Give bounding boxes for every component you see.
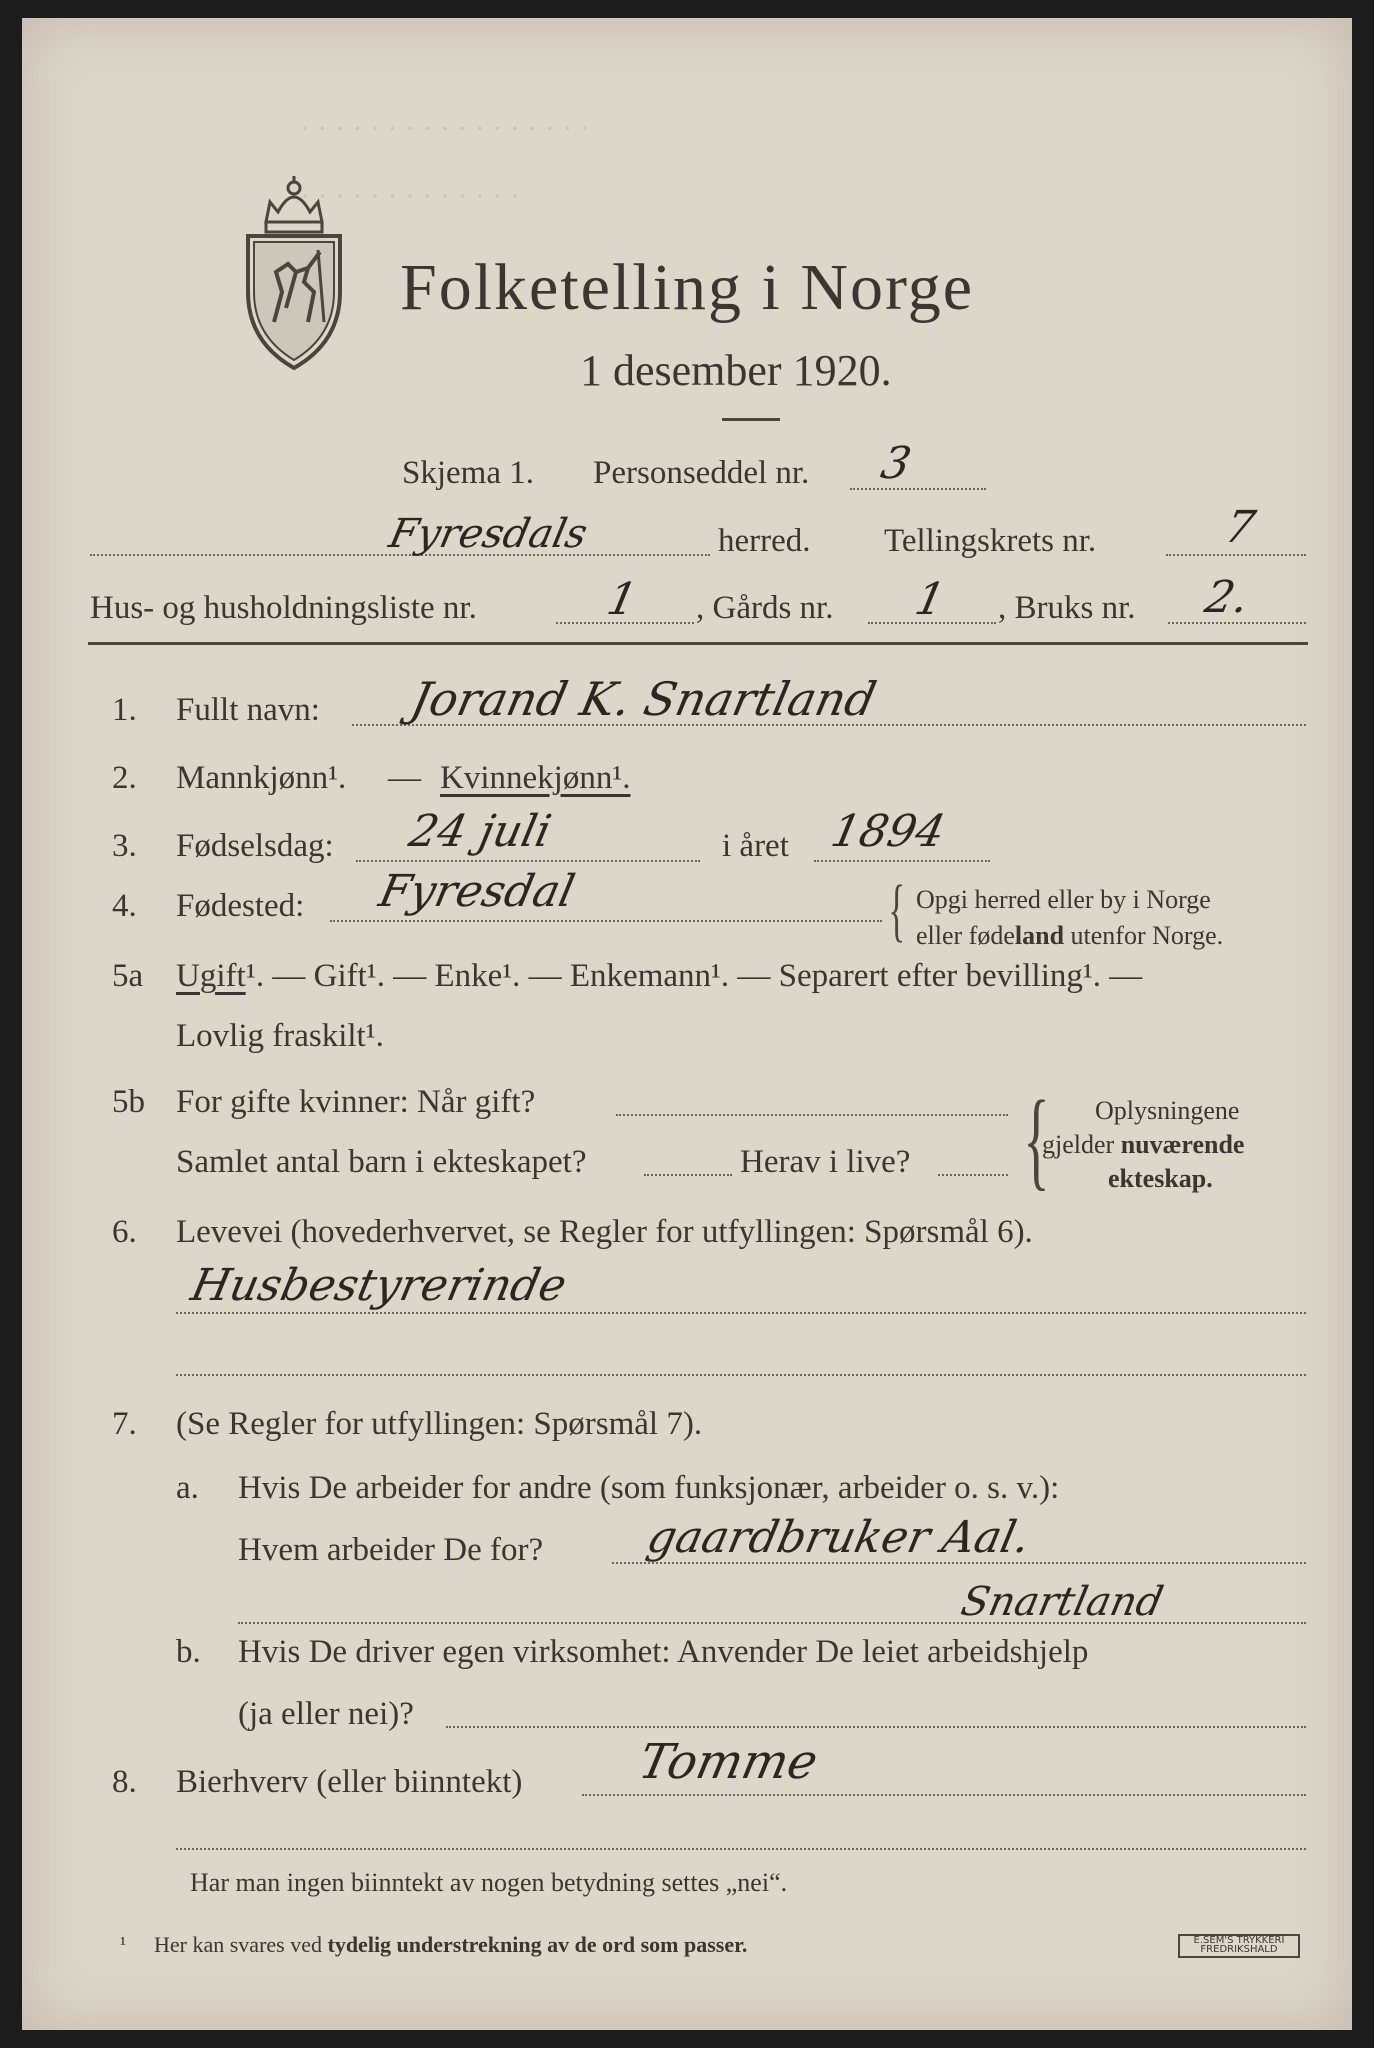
- q2-dash: —: [388, 760, 421, 796]
- children-alive-label: Herav i live?: [740, 1144, 911, 1180]
- q2-number: 2.: [112, 760, 137, 796]
- q8-number: 8.: [112, 1764, 137, 1800]
- birthday-value: 24 juli: [404, 806, 556, 857]
- q6-label: Levevei (hovederhvervet, se Regler for utfyllingen: Spørsmål 6).: [176, 1214, 1033, 1250]
- birth-year-value: 1894: [826, 806, 950, 857]
- bruks-label: , Bruks nr.: [998, 590, 1136, 626]
- q6-number: 6.: [112, 1214, 137, 1250]
- children-count-field[interactable]: [644, 1174, 732, 1176]
- q5b-note-brace: {: [1023, 1078, 1050, 1200]
- q7b-number: b.: [176, 1634, 201, 1670]
- side-income-field-line1[interactable]: [582, 1794, 1306, 1796]
- q4-note-line1: Opgi herred eller by i Norge: [916, 885, 1211, 914]
- tellingskrets-field[interactable]: [1166, 554, 1306, 556]
- birthplace-value: Fyresdal: [374, 866, 580, 917]
- employer-value-line2: Snartland: [957, 1579, 1168, 1625]
- footnote-marker: ¹: [120, 1933, 126, 1955]
- q7b-line2: (ja eller nei)?: [238, 1696, 414, 1732]
- male-option[interactable]: Mannkjønn¹.: [176, 760, 347, 796]
- herred-value: Fyresdals: [385, 511, 592, 557]
- birthplace-field[interactable]: [330, 920, 882, 922]
- q5b-number: 5b: [112, 1084, 145, 1120]
- q8-label: Bierhverv (eller biinntekt): [176, 1764, 523, 1800]
- no-income-note: Har man ingen biinntekt av nogen betydning settes „nei“.: [190, 1868, 788, 1897]
- children-alive-field[interactable]: [938, 1174, 1008, 1176]
- birthday-field[interactable]: [356, 860, 700, 862]
- header-rule: [88, 642, 1308, 645]
- tellingskrets-label: Tellingskrets nr.: [884, 523, 1097, 559]
- occupation-field-line1[interactable]: [176, 1312, 1306, 1314]
- q7a-line1: Hvis De arbeider for andre (som funksjonær, arbeider o. s. v.):: [238, 1470, 1060, 1506]
- page-title: Folketelling i Norge: [400, 251, 975, 324]
- q7a-line2: Hvem arbeider De for?: [238, 1532, 544, 1568]
- q7b-line1: Hvis De driver egen virksomhet: Anvender De leiet arbeidshjelp: [238, 1634, 1089, 1670]
- q7-number: 7.: [112, 1406, 137, 1442]
- q4-note-line2: eller fødeland utenfor Norge.: [916, 921, 1224, 950]
- tellingskrets-value: 7: [1220, 502, 1260, 553]
- hus-value: 1: [602, 574, 642, 625]
- q5b-note-line3: ekteskap.: [1108, 1164, 1213, 1193]
- side-income-value: Tomme: [634, 1734, 823, 1790]
- divorced-option[interactable]: Lovlig fraskilt¹.: [176, 1018, 384, 1054]
- herred-label: herred.: [718, 523, 811, 559]
- q5a-number: 5a: [112, 958, 144, 994]
- hus-label: Hus- og husholdningsliste nr.: [90, 590, 477, 626]
- skjema-label: Skjema 1.: [402, 455, 534, 491]
- personseddel-field[interactable]: [850, 488, 986, 490]
- occupation-field-line2[interactable]: [176, 1374, 1306, 1376]
- q4-number: 4.: [112, 888, 137, 924]
- side-income-field-line2[interactable]: [176, 1848, 1306, 1850]
- q1-label: Fullt navn:: [176, 692, 320, 728]
- q5b-note-line1: Oplysningene: [1095, 1096, 1240, 1125]
- page-subtitle: 1 desember 1920.: [580, 346, 892, 395]
- full-name-value: Jorand K. Snartland: [406, 672, 881, 726]
- printer-stamp: E.SEM'S TRYKKERI FREDRIKSHALD: [1178, 1934, 1300, 1958]
- year-label: i året: [722, 828, 789, 864]
- q4-label: Fødested:: [176, 888, 305, 924]
- q1-number: 1.: [112, 692, 137, 728]
- unmarried-option-underlined[interactable]: Ugift: [176, 958, 246, 994]
- children-count-label: Samlet antal barn i ekteskapet?: [176, 1144, 587, 1180]
- norwegian-coat-of-arms-icon: [238, 172, 350, 372]
- gards-label: , Gårds nr.: [696, 590, 834, 626]
- q4-note-brace: {: [888, 872, 906, 949]
- q5b-note-line2: gjelder nuværende: [1042, 1130, 1245, 1159]
- q7a-number: a.: [176, 1470, 199, 1506]
- birth-year-field[interactable]: [814, 860, 990, 862]
- female-option-underlined[interactable]: Kvinnekjønn¹.: [440, 760, 631, 796]
- page: · · · · · · · · · · · · · · · · · · · · · · · · · · · · · · Folketelling i Norge 1 desember 1920. Skjema 1. Personseddel nr. 3 Fyresdals herred. Tellingskrets nr. 7 Hus- og husholdningsliste nr. 1 , Gårds nr. 1 , Bruks nr. 2. 1. Fullt navn: Jorand K. Snartland 2. Mannkjønn¹. — Kvinnekjønn¹. 3. Fødselsdag: 24 juli i året 1894 4. Fødested: Fyresdal { Opgi herred eller by i Norge eller fødeland utenfor Norge. 5a Ugift ¹. — Gift¹. — Enke¹. — Enkemann¹. — Separert efter bevilling¹. — Lovlig fraskilt¹. 5b For gifte kvinner: Når gift? Samlet antal barn i ekteskapet? Herav i live? { Oplysningene gjelder nuværende ekteskap. 6. Levevei (hovederhvervet, se Regler for utfyllingen: Spørsmål 6). Husbestyrerinde 7. (Se Regler for utfyllingen: Spørsmål 7). a. Hvis De arbeider for andre (som funksjonær, arbeider o. s. v.): Hvem arbeider De for? gaardbruker Aal. Snartland b. Hvis De driver egen virksomhet: Anvender De leiet arbeidshjelp (ja eller nei)? 8. Bierhverv (eller biinntekt) Tomme Har man ingen biinntekt av nogen betydning settes „nei“. ¹ Her kan svares ved tydelig understrekning av de ord som passer. E.SEM'S TRYKKERI FREDRIKSHALD: [0, 0, 1374, 2048]
- hired-help-field[interactable]: [446, 1726, 1306, 1728]
- occupation-value: Husbestyrerinde: [186, 1260, 571, 1311]
- title-divider: [722, 418, 780, 421]
- footnote-text: Her kan svares ved tydelig understrekning av de ord som passer.: [154, 1932, 748, 1957]
- when-married-field[interactable]: [616, 1114, 1008, 1116]
- q7-label: (Se Regler for utfyllingen: Spørsmål 7).: [176, 1406, 703, 1442]
- marital-status-options[interactable]: ¹. — Gift¹. — Enke¹. — Enkemann¹. — Separert efter bevilling¹. —: [246, 958, 1143, 994]
- personseddel-label: Personseddel nr.: [593, 455, 810, 491]
- when-married-label: For gifte kvinner: Når gift?: [176, 1084, 536, 1120]
- gards-value: 1: [910, 574, 950, 625]
- bruks-value: 2.: [1200, 572, 1254, 623]
- q3-number: 3.: [112, 828, 137, 864]
- personseddel-value: 3: [876, 438, 916, 489]
- q3-label: Fødselsdag:: [176, 828, 334, 864]
- employer-value-line1: gaardbruker Aal.: [642, 1512, 1035, 1563]
